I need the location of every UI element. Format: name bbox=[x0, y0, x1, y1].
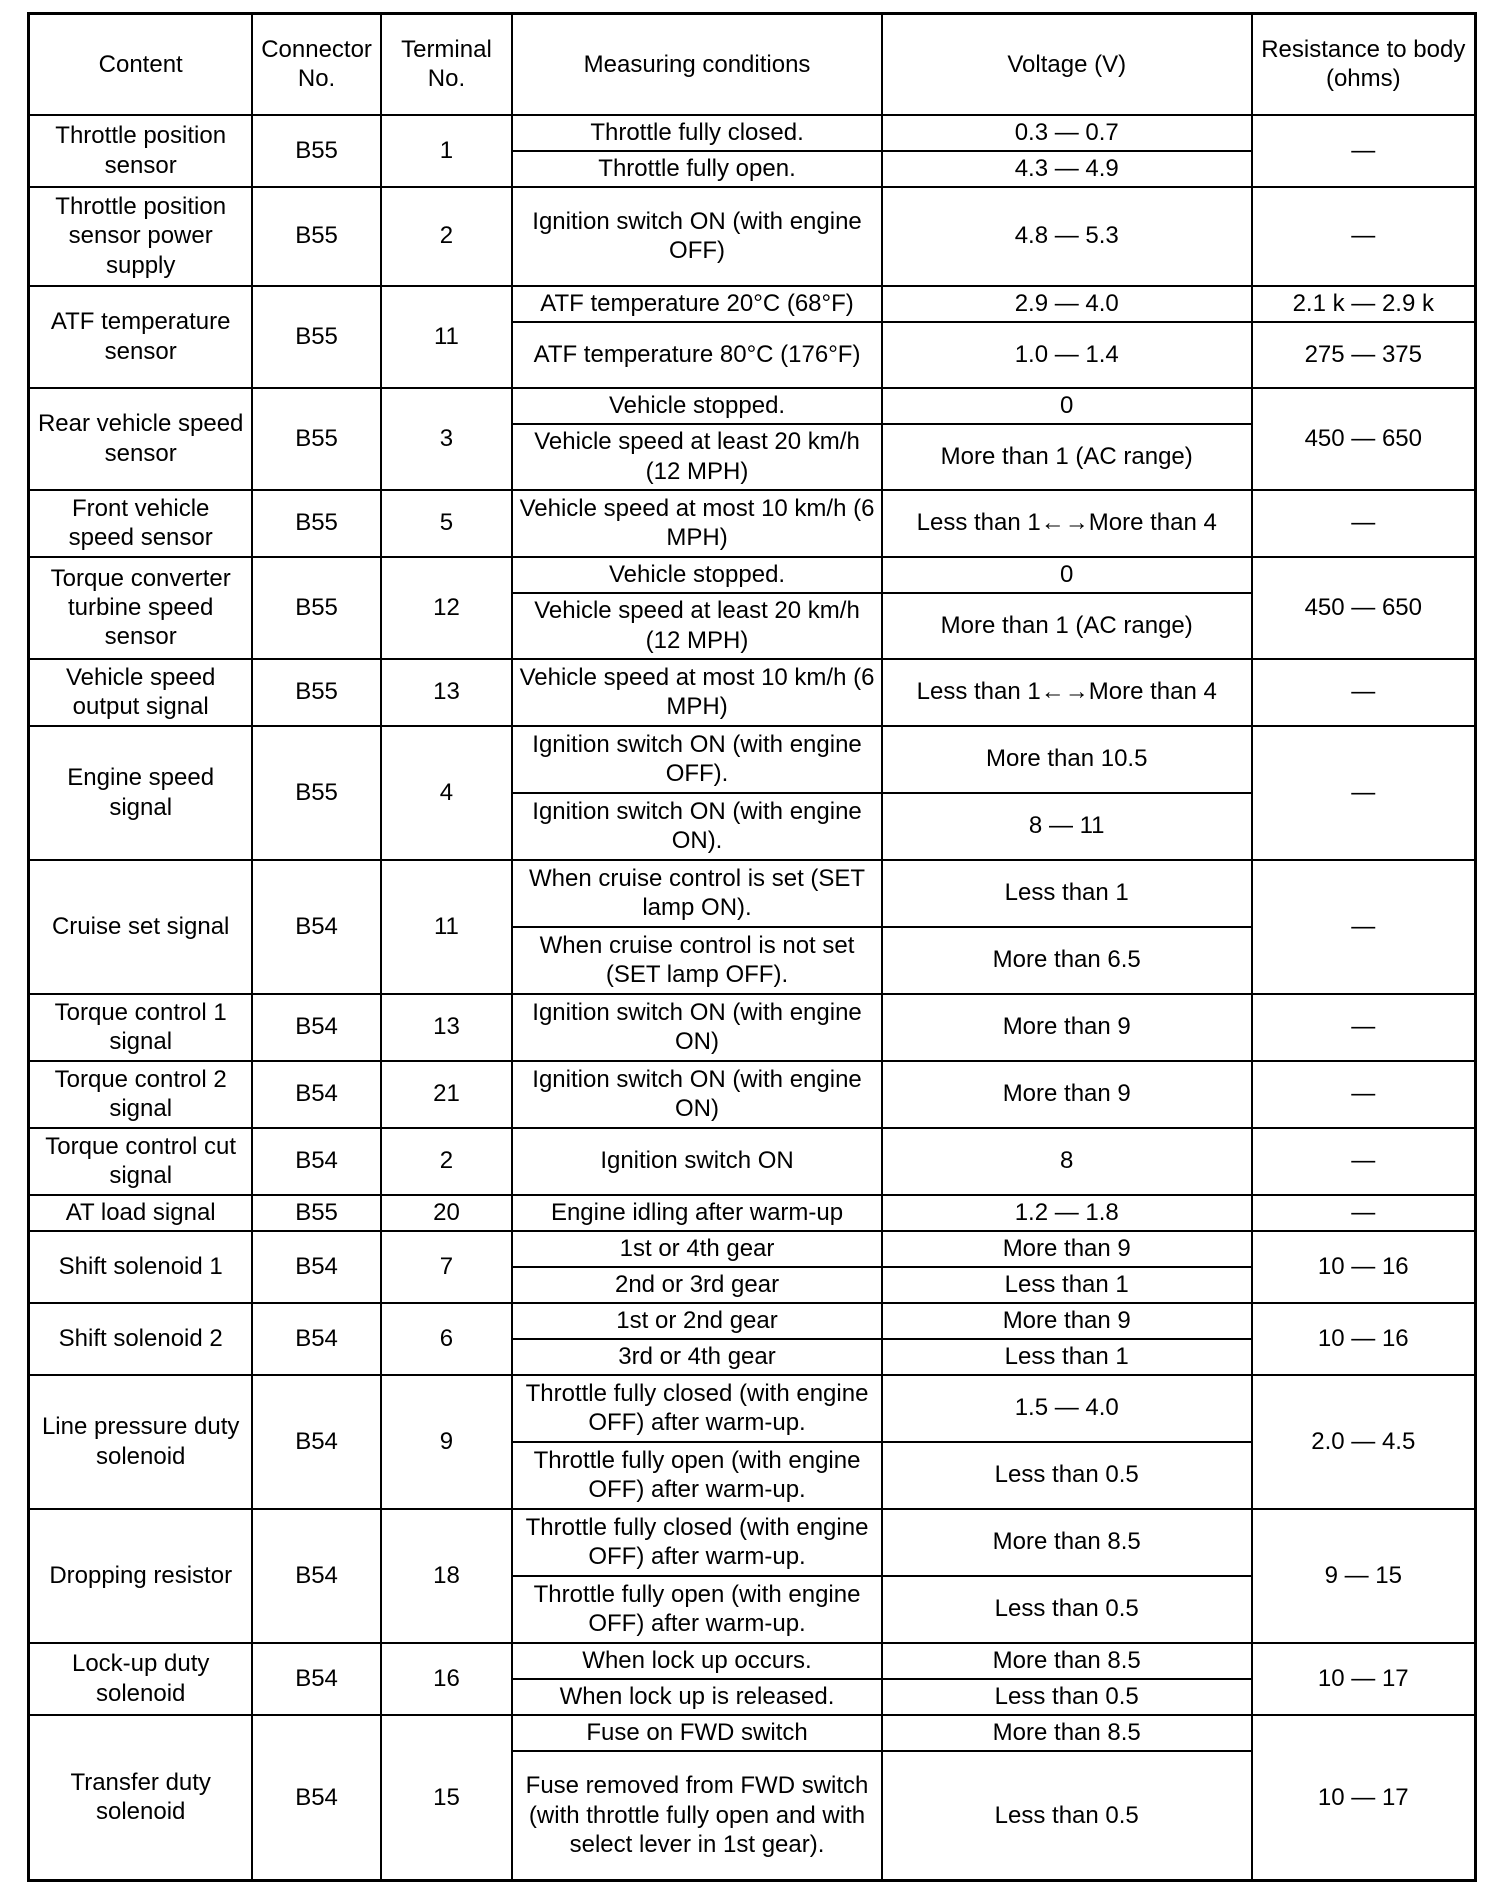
condition-cell: Vehicle speed at most 10 km/h (6 MPH) bbox=[512, 490, 882, 557]
condition-cell: Vehicle speed at least 20 km/h (12 MPH) bbox=[512, 593, 882, 659]
voltage-cell: 0.3 — 0.7 bbox=[882, 115, 1252, 151]
table-row bbox=[29, 994, 1476, 1061]
terminal-cell: 15 bbox=[381, 1715, 512, 1881]
table-row bbox=[29, 557, 1476, 593]
terminal-cell: 9 bbox=[381, 1375, 512, 1509]
terminal-cell: 3 bbox=[381, 388, 512, 490]
resistance-cell: 10 — 16 bbox=[1252, 1231, 1476, 1303]
condition-cell: Throttle fully open (with engine OFF) after warm-up. bbox=[512, 1442, 882, 1509]
connector-cell: B54 bbox=[252, 1128, 380, 1195]
table-row bbox=[29, 1643, 1476, 1679]
resistance-cell: — bbox=[1252, 726, 1476, 860]
voltage-cell: 4.8 — 5.3 bbox=[882, 187, 1252, 286]
header-connector-no: Connector No. bbox=[252, 14, 380, 115]
terminal-cell: 12 bbox=[381, 557, 512, 659]
terminal-cell: 13 bbox=[381, 659, 512, 726]
condition-cell: Throttle fully open (with engine OFF) after warm-up. bbox=[512, 1576, 882, 1643]
resistance-cell: 10 — 17 bbox=[1252, 1643, 1476, 1715]
content-cell: ATF temperature sensor bbox=[29, 286, 253, 388]
connector-cell: B55 bbox=[252, 1195, 380, 1231]
voltage-cell: Less than 1←→More than 4 bbox=[882, 490, 1252, 557]
terminal-cell: 1 bbox=[381, 115, 512, 187]
voltage-cell: Less than 1 bbox=[882, 1339, 1252, 1375]
spec-sheet bbox=[27, 12, 1477, 1862]
resistance-cell: — bbox=[1252, 860, 1476, 994]
terminal-cell: 7 bbox=[381, 1231, 512, 1303]
content-cell: Transfer duty solenoid bbox=[29, 1715, 253, 1881]
terminal-cell: 11 bbox=[381, 860, 512, 994]
condition-cell: Ignition switch ON (with engine OFF). bbox=[512, 726, 882, 793]
voltage-cell: More than 9 bbox=[882, 1231, 1252, 1267]
table-row bbox=[29, 1061, 1476, 1128]
content-cell: Line pressure duty solenoid bbox=[29, 1375, 253, 1509]
connector-cell: B55 bbox=[252, 557, 380, 659]
condition-cell: Fuse on FWD switch bbox=[512, 1715, 882, 1751]
connector-cell: B54 bbox=[252, 1715, 380, 1881]
terminal-cell: 20 bbox=[381, 1195, 512, 1231]
connector-cell: B55 bbox=[252, 659, 380, 726]
content-cell: Vehicle speed output signal bbox=[29, 659, 253, 726]
table-row bbox=[29, 490, 1476, 557]
condition-cell: ATF temperature 20°C (68°F) bbox=[512, 286, 882, 322]
condition-cell: Engine idling after warm-up bbox=[512, 1195, 882, 1231]
connector-cell: B55 bbox=[252, 115, 380, 187]
voltage-cell: 4.3 — 4.9 bbox=[882, 151, 1252, 187]
condition-cell: Throttle fully open. bbox=[512, 151, 882, 187]
table-row bbox=[29, 1715, 1476, 1751]
condition-cell: When lock up is released. bbox=[512, 1679, 882, 1715]
header-row bbox=[29, 14, 1476, 115]
voltage-cell: More than 8.5 bbox=[882, 1643, 1252, 1679]
condition-cell: When cruise control is not set (SET lamp OFF). bbox=[512, 927, 882, 994]
resistance-cell: 450 — 650 bbox=[1252, 557, 1476, 659]
table-row bbox=[29, 388, 1476, 424]
voltage-cell: Less than 1 bbox=[882, 860, 1252, 927]
terminal-cell: 6 bbox=[381, 1303, 512, 1375]
voltage-cell: More than 10.5 bbox=[882, 726, 1252, 793]
connector-cell: B54 bbox=[252, 1231, 380, 1303]
condition-cell: Vehicle speed at least 20 km/h (12 MPH) bbox=[512, 424, 882, 490]
voltage-cell: Less than 1 bbox=[882, 1267, 1252, 1303]
connector-cell: B55 bbox=[252, 726, 380, 860]
condition-cell: ATF temperature 80°C (176°F) bbox=[512, 322, 882, 388]
header-content: Content bbox=[29, 14, 253, 115]
table-row bbox=[29, 860, 1476, 927]
terminal-cell: 18 bbox=[381, 1509, 512, 1643]
resistance-cell: 2.0 — 4.5 bbox=[1252, 1375, 1476, 1509]
condition-cell: Ignition switch ON (with engine ON). bbox=[512, 793, 882, 860]
resistance-cell: — bbox=[1252, 490, 1476, 557]
header-resistance: Resistance to body (ohms) bbox=[1252, 14, 1476, 115]
voltage-cell: More than 8.5 bbox=[882, 1715, 1252, 1751]
connector-cell: B55 bbox=[252, 187, 380, 286]
condition-cell: Vehicle stopped. bbox=[512, 388, 882, 424]
terminal-cell: 2 bbox=[381, 1128, 512, 1195]
resistance-cell: — bbox=[1252, 659, 1476, 726]
content-cell: Torque converter turbine speed sensor bbox=[29, 557, 253, 659]
resistance-cell: 10 — 16 bbox=[1252, 1303, 1476, 1375]
content-cell: Torque control cut signal bbox=[29, 1128, 253, 1195]
condition-cell: 3rd or 4th gear bbox=[512, 1339, 882, 1375]
content-cell: Rear vehicle speed sensor bbox=[29, 388, 253, 490]
condition-cell: When cruise control is set (SET lamp ON). bbox=[512, 860, 882, 927]
voltage-cell: 2.9 — 4.0 bbox=[882, 286, 1252, 322]
voltage-cell: More than 1 (AC range) bbox=[882, 593, 1252, 659]
condition-cell: Throttle fully closed. bbox=[512, 115, 882, 151]
content-cell: Torque control 1 signal bbox=[29, 994, 253, 1061]
voltage-cell: Less than 1←→More than 4 bbox=[882, 659, 1252, 726]
content-cell: Front vehicle speed sensor bbox=[29, 490, 253, 557]
voltage-cell: Less than 0.5 bbox=[882, 1751, 1252, 1881]
voltage-cell: Less than 0.5 bbox=[882, 1576, 1252, 1643]
table-row bbox=[29, 1375, 1476, 1442]
resistance-cell: — bbox=[1252, 1061, 1476, 1128]
table-row bbox=[29, 115, 1476, 151]
resistance-cell: 450 — 650 bbox=[1252, 388, 1476, 490]
connector-cell: B55 bbox=[252, 286, 380, 388]
voltage-cell: More than 9 bbox=[882, 1303, 1252, 1339]
condition-cell: Throttle fully closed (with engine OFF) after warm-up. bbox=[512, 1509, 882, 1576]
resistance-cell: — bbox=[1252, 187, 1476, 286]
connector-cell: B54 bbox=[252, 1509, 380, 1643]
resistance-cell: 2.1 k — 2.9 k bbox=[1252, 286, 1476, 322]
condition-cell: Ignition switch ON (with engine ON) bbox=[512, 994, 882, 1061]
header-measuring-conditions: Measuring conditions bbox=[512, 14, 882, 115]
condition-cell: When lock up occurs. bbox=[512, 1643, 882, 1679]
condition-cell: Vehicle stopped. bbox=[512, 557, 882, 593]
content-cell: Cruise set signal bbox=[29, 860, 253, 994]
connector-cell: B54 bbox=[252, 994, 380, 1061]
terminal-cell: 2 bbox=[381, 187, 512, 286]
resistance-cell: 9 — 15 bbox=[1252, 1509, 1476, 1643]
voltage-cell: More than 8.5 bbox=[882, 1509, 1252, 1576]
voltage-cell: More than 9 bbox=[882, 1061, 1252, 1128]
condition-cell: Vehicle speed at most 10 km/h (6 MPH) bbox=[512, 659, 882, 726]
terminal-cell: 4 bbox=[381, 726, 512, 860]
terminal-voltage-table bbox=[27, 12, 1477, 1882]
voltage-cell: 0 bbox=[882, 557, 1252, 593]
condition-cell: Fuse removed from FWD switch (with throttle fully open and with select lever in 1st gear). bbox=[512, 1751, 882, 1881]
content-cell: Throttle position sensor power supply bbox=[29, 187, 253, 286]
voltage-cell: 8 bbox=[882, 1128, 1252, 1195]
connector-cell: B54 bbox=[252, 1375, 380, 1509]
resistance-cell: — bbox=[1252, 994, 1476, 1061]
header-terminal-no: Terminal No. bbox=[381, 14, 512, 115]
table-row bbox=[29, 726, 1476, 793]
terminal-cell: 11 bbox=[381, 286, 512, 388]
content-cell: Shift solenoid 1 bbox=[29, 1231, 253, 1303]
table-row bbox=[29, 1303, 1476, 1339]
table-row bbox=[29, 659, 1476, 726]
connector-cell: B54 bbox=[252, 1303, 380, 1375]
connector-cell: B54 bbox=[252, 860, 380, 994]
terminal-cell: 5 bbox=[381, 490, 512, 557]
connector-cell: B54 bbox=[252, 1061, 380, 1128]
content-cell: AT load signal bbox=[29, 1195, 253, 1231]
voltage-cell: Less than 0.5 bbox=[882, 1442, 1252, 1509]
resistance-cell: — bbox=[1252, 1128, 1476, 1195]
content-cell: Lock-up duty solenoid bbox=[29, 1643, 253, 1715]
condition-cell: 1st or 2nd gear bbox=[512, 1303, 882, 1339]
resistance-cell: — bbox=[1252, 115, 1476, 187]
table-row bbox=[29, 286, 1476, 322]
terminal-cell: 21 bbox=[381, 1061, 512, 1128]
condition-cell: 1st or 4th gear bbox=[512, 1231, 882, 1267]
voltage-cell: Less than 0.5 bbox=[882, 1679, 1252, 1715]
condition-cell: Ignition switch ON (with engine ON) bbox=[512, 1061, 882, 1128]
voltage-cell: 8 — 11 bbox=[882, 793, 1252, 860]
content-cell: Dropping resistor bbox=[29, 1509, 253, 1643]
voltage-cell: 1.0 — 1.4 bbox=[882, 322, 1252, 388]
table-row bbox=[29, 1128, 1476, 1195]
connector-cell: B55 bbox=[252, 490, 380, 557]
content-cell: Throttle position sensor bbox=[29, 115, 253, 187]
condition-cell: Ignition switch ON (with engine OFF) bbox=[512, 187, 882, 286]
connector-cell: B55 bbox=[252, 388, 380, 490]
condition-cell: 2nd or 3rd gear bbox=[512, 1267, 882, 1303]
voltage-cell: More than 1 (AC range) bbox=[882, 424, 1252, 490]
voltage-cell: 1.5 — 4.0 bbox=[882, 1375, 1252, 1442]
terminal-cell: 13 bbox=[381, 994, 512, 1061]
resistance-cell: 275 — 375 bbox=[1252, 322, 1476, 388]
terminal-cell: 16 bbox=[381, 1643, 512, 1715]
content-cell: Engine speed signal bbox=[29, 726, 253, 860]
voltage-cell: 0 bbox=[882, 388, 1252, 424]
table-row bbox=[29, 1195, 1476, 1231]
content-cell: Torque control 2 signal bbox=[29, 1061, 253, 1128]
table-row bbox=[29, 1231, 1476, 1267]
resistance-cell: 10 — 17 bbox=[1252, 1715, 1476, 1881]
condition-cell: Throttle fully closed (with engine OFF) after warm-up. bbox=[512, 1375, 882, 1442]
table-row bbox=[29, 1509, 1476, 1576]
content-cell: Shift solenoid 2 bbox=[29, 1303, 253, 1375]
resistance-cell: — bbox=[1252, 1195, 1476, 1231]
voltage-cell: More than 6.5 bbox=[882, 927, 1252, 994]
header-voltage: Voltage (V) bbox=[882, 14, 1252, 115]
connector-cell: B54 bbox=[252, 1643, 380, 1715]
table-row bbox=[29, 187, 1476, 286]
voltage-cell: More than 9 bbox=[882, 994, 1252, 1061]
condition-cell: Ignition switch ON bbox=[512, 1128, 882, 1195]
voltage-cell: 1.2 — 1.8 bbox=[882, 1195, 1252, 1231]
